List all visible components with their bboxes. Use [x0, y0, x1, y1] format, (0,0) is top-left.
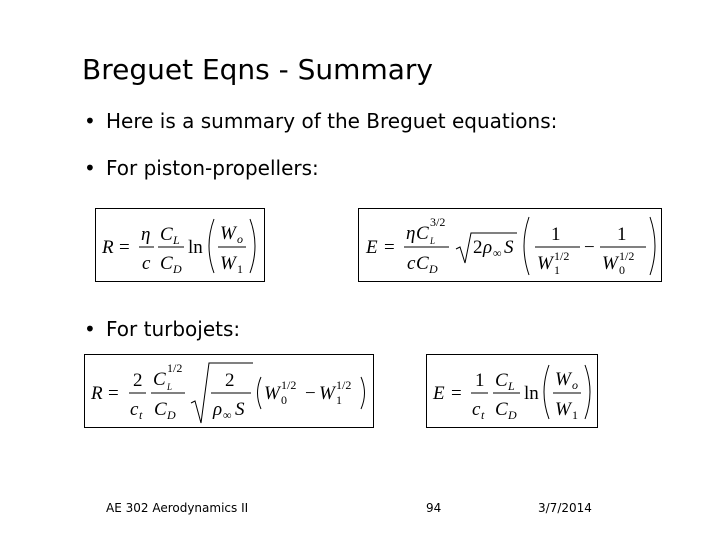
- eq-sub: L: [173, 233, 180, 247]
- eq-number: 1: [551, 224, 561, 245]
- eq-symbol-S: S: [235, 399, 245, 420]
- paren-left: [524, 217, 529, 275]
- eq-symbol-W: W: [555, 369, 571, 390]
- eq-sup: 3/2: [430, 215, 446, 229]
- footer-page-number: 94: [426, 501, 442, 515]
- equation-piston-range-formula: [96, 209, 265, 282]
- eq-symbol-W: W: [220, 253, 236, 274]
- eq-symbol-c: c: [130, 399, 139, 420]
- eq-ln: ln: [188, 237, 203, 258]
- bullet-marker: •: [84, 109, 96, 133]
- eq-sub: 0: [281, 393, 287, 407]
- eq-number: 2: [225, 370, 235, 391]
- equation-turbojet-endurance-formula: [427, 355, 598, 428]
- eq-sub: o: [237, 232, 243, 246]
- eq-sub: L: [167, 382, 173, 392]
- eq-symbol-S: S: [504, 237, 514, 258]
- equation-piston-endurance-formula: [359, 209, 662, 282]
- eq-sup: 1/2: [619, 249, 635, 263]
- equation-turbojet-endurance: [426, 354, 598, 428]
- eq-symbol-E: E: [366, 237, 378, 258]
- paren-left: [258, 377, 262, 409]
- eq-equals: =: [108, 383, 119, 404]
- eq-equals: =: [384, 237, 395, 258]
- paren-right: [650, 217, 655, 275]
- eq-equals: =: [451, 383, 462, 404]
- eq-symbol-R: R: [91, 383, 103, 404]
- eq-symbol-rho: ρ: [483, 237, 493, 258]
- paren-right: [250, 219, 255, 273]
- eq-equals: =: [119, 237, 130, 258]
- eq-sup: 1/2: [554, 249, 570, 263]
- eq-number: 1: [475, 370, 485, 391]
- eq-sub: 0: [619, 263, 625, 277]
- bullet-text: For turbojets:: [106, 317, 241, 341]
- eq-symbol-W: W: [555, 399, 571, 420]
- eq-sub: t: [139, 408, 143, 422]
- eq-sub: ∞: [223, 408, 232, 422]
- eq-symbol-CL: C: [495, 370, 508, 391]
- eq-symbol-rho: ρ: [213, 399, 223, 420]
- eq-symbol-CD: C: [160, 253, 173, 274]
- paren-right: [585, 365, 590, 419]
- eq-symbol-C: C: [416, 223, 429, 244]
- eq-number: 2: [133, 370, 143, 391]
- eq-symbol-c: c: [407, 253, 416, 274]
- slide-title: Breguet Eqns - Summary: [82, 53, 433, 86]
- eq-sub: D: [167, 408, 176, 422]
- eq-symbol-R: R: [102, 237, 114, 258]
- eq-symbol-eta: η: [406, 223, 416, 244]
- paren-right: [361, 377, 365, 409]
- bullet-marker: •: [84, 317, 96, 341]
- eq-symbol-W: W: [220, 223, 236, 244]
- bullet-turbojets: [84, 316, 240, 342]
- eq-symbol-E: E: [433, 383, 445, 404]
- paren-left: [209, 219, 214, 273]
- eq-sub: D: [508, 408, 517, 422]
- eq-sub: o: [572, 378, 578, 392]
- eq-sub: 1: [336, 393, 342, 407]
- eq-symbol-CD: C: [416, 253, 429, 274]
- bullet-piston-propellers: [84, 155, 319, 181]
- eq-symbol-W: W: [537, 253, 553, 274]
- eq-sub: ∞: [493, 246, 502, 260]
- eq-sup: 1/2: [336, 378, 352, 392]
- eq-sub: 1: [237, 262, 243, 276]
- eq-symbol-eta: η: [141, 224, 151, 245]
- eq-symbol-W: W: [602, 253, 618, 274]
- paren-left: [544, 365, 549, 419]
- eq-sub: L: [430, 236, 436, 246]
- eq-ln: ln: [524, 383, 539, 404]
- eq-minus: −: [584, 237, 595, 258]
- eq-symbol-CD: C: [495, 399, 508, 420]
- bullet-marker: •: [84, 156, 96, 180]
- equation-piston-endurance: [358, 208, 662, 282]
- equation-turbojet-range-formula: [85, 355, 374, 428]
- eq-sup: 1/2: [167, 361, 183, 375]
- eq-sub: 1: [572, 408, 578, 422]
- bullet-text: For piston-propellers:: [106, 156, 319, 180]
- footer-date: 3/7/2014: [538, 501, 592, 515]
- eq-symbol-W: W: [319, 383, 335, 404]
- bullet-summary: [84, 108, 557, 134]
- equation-turbojet-range: [84, 354, 374, 428]
- eq-sub: D: [173, 262, 182, 276]
- eq-sub: t: [481, 408, 485, 422]
- bullet-text: Here is a summary of the Breguet equations:: [106, 109, 558, 133]
- eq-sup: 1/2: [281, 378, 297, 392]
- eq-number: 1: [617, 224, 627, 245]
- eq-symbol-CD: C: [154, 399, 167, 420]
- eq-symbol-W: W: [264, 383, 280, 404]
- eq-number: 2: [473, 237, 483, 258]
- eq-symbol-c: c: [142, 253, 151, 274]
- equation-piston-range: [95, 208, 265, 282]
- footer-course: AE 302 Aerodynamics II: [106, 501, 249, 515]
- eq-symbol-CL: C: [160, 224, 173, 245]
- eq-symbol-c: c: [472, 399, 481, 420]
- eq-sub: D: [429, 262, 438, 276]
- eq-minus: −: [305, 383, 316, 404]
- eq-symbol-C: C: [153, 369, 166, 390]
- eq-sub: 1: [554, 263, 560, 277]
- eq-sub: L: [508, 379, 515, 393]
